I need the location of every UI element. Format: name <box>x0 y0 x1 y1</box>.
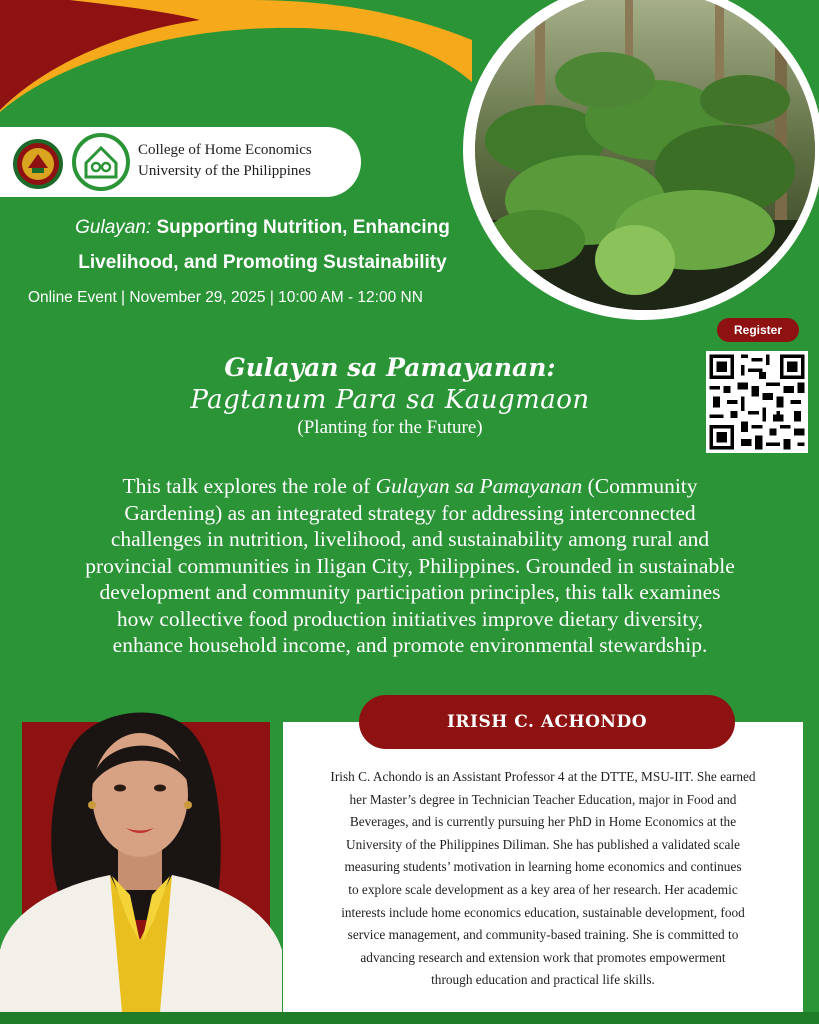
bio-line: Beverages, and is currently pursuing her PhD in Home Economics at the <box>349 814 737 830</box>
college-name: College of Home Economics <box>138 142 312 158</box>
description-line: Gardening) as an integrated strategy for addressing interconnected <box>124 500 696 525</box>
description-text: This talk explores the role of <box>122 474 376 498</box>
up-seal-icon <box>12 138 64 190</box>
bottom-border <box>0 1012 819 1024</box>
description-line: development and community participation principles, this talk examines <box>99 580 721 604</box>
description-line: provincial communities in Iligan City, Philippines. Grounded in sustainable <box>85 553 735 578</box>
talk-title-main: Gulayan sa Pamayanan: <box>224 353 556 382</box>
bio-line: to explore scale development as a key area of her research. Her academic <box>348 881 738 897</box>
seedlings-illustration <box>475 0 815 310</box>
bio-line: advancing research and extension work that promotes empowerment <box>360 949 726 965</box>
bio-line: interests include home economics education, sustainable development, food <box>341 904 745 920</box>
seedlings-photo <box>475 0 815 310</box>
speaker-photo <box>0 680 282 1012</box>
bio-line: service management, and community-based training. She is committed to <box>347 927 739 943</box>
bio-line: her Master’s degree in Technician Teacher Education, major in Food and <box>349 791 737 807</box>
event-title <box>0 210 525 280</box>
speaker-bio <box>283 766 803 992</box>
bio-line: through education and practical life skills. <box>431 972 655 988</box>
description-line: challenges in nutrition, livelihood, and sustainability among rural and <box>110 527 710 551</box>
talk-description <box>30 473 790 659</box>
event-info: Online Event | November 29, 2025 | 10:00 AM - 12:00 NN <box>28 289 423 306</box>
talk-title <box>100 352 680 440</box>
description-text: (Community <box>582 474 698 498</box>
event-title-line-1 <box>0 210 525 245</box>
description-italic: Gulayan sa Pamayanan <box>375 474 583 498</box>
event-title-line-2: Livelihood, and Promoting Sustainability <box>78 252 447 273</box>
talk-title-subtitle: Pagtanum Para sa Kaugmaon <box>190 385 590 415</box>
talk-title-translation: (Planting for the Future) <box>297 417 483 438</box>
bio-line: University of the Philippines Diliman. She has published a validated scale <box>345 836 741 852</box>
bio-line: measuring students’ motivation in learning home economics and continues <box>344 859 742 875</box>
register-button[interactable]: Register <box>717 318 799 342</box>
event-title-italic: Gulayan: <box>75 217 152 238</box>
event-title-line-1-text: Supporting Nutrition, Enhancing <box>151 217 450 238</box>
description-line: enhance household income, and promote environmental stewardship. <box>112 633 708 657</box>
bio-line: Irish C. Achondo is an Assistant Professor 4 at the DTTE, MSU-IIT. She earned <box>330 769 756 784</box>
organizer-name <box>138 140 312 182</box>
home-economics-logo-icon <box>72 133 130 191</box>
qr-code-icon[interactable] <box>706 351 808 453</box>
speaker-name: IRISH C. ACHONDO <box>359 695 735 749</box>
description-line: how collective food production initiatives improve dietary diversity, <box>116 606 704 631</box>
university-name: University of the Philippines <box>138 163 311 179</box>
description-line <box>30 473 790 500</box>
